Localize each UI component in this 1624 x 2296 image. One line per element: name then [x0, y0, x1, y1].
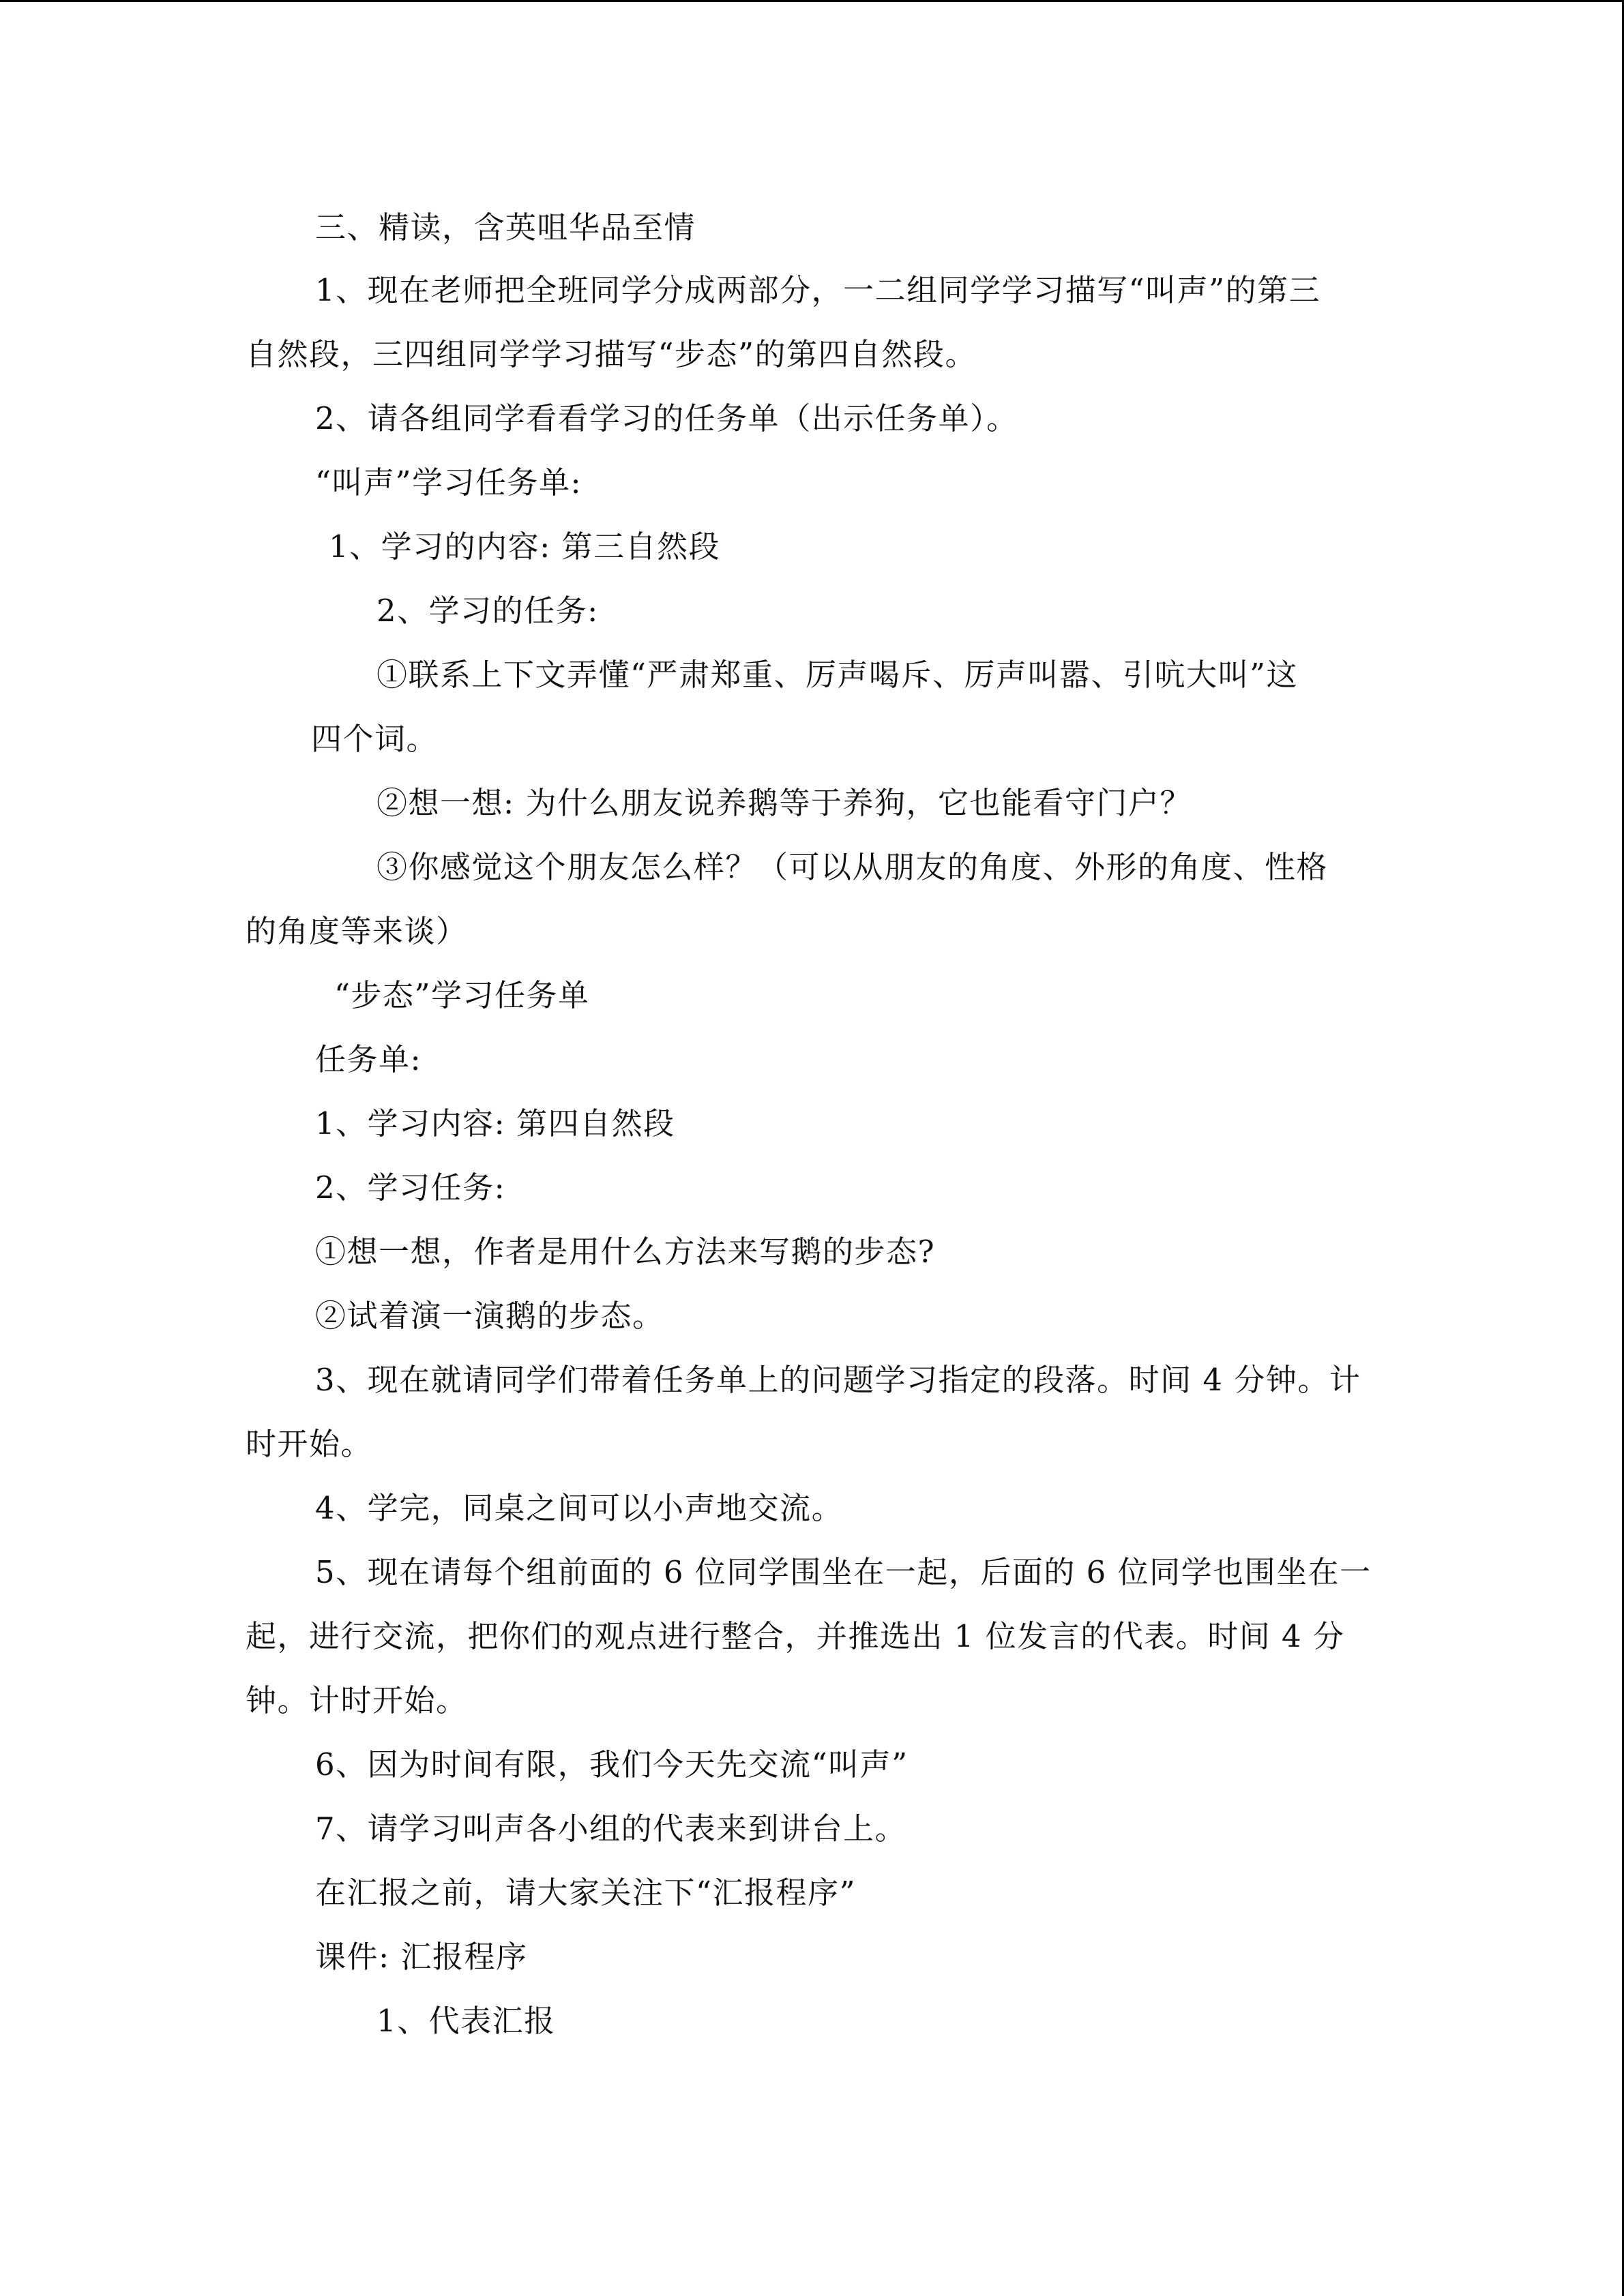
paragraph-line: 时开始。: [246, 1426, 373, 1462]
section-heading: 三、精读，含英咀华品至情: [315, 209, 696, 245]
paragraph-line: 2、学习任务:: [315, 1169, 506, 1206]
paragraph-line: 任务单:: [315, 1041, 422, 1077]
paragraph-line: 课件: 汇报程序: [315, 1939, 528, 1975]
task-sheet-title: “叫声”学习任务单:: [315, 464, 582, 501]
paragraph-line: 6、因为时间有限，我们今天先交流“叫声”: [315, 1746, 909, 1783]
paragraph-line: ①联系上下文弄懂“严肃郑重、厉声喝斥、厉声叫嚣、引吭大叫”这: [377, 657, 1299, 693]
paragraph-line: 7、请学习叫声各小组的代表来到讲台上。: [315, 1810, 907, 1847]
paragraph-line: ①想一想，作者是用什么方法来写鹅的步态?: [315, 1234, 936, 1270]
paragraph-line: 5、现在请每个组前面的 6 位同学围坐在一起，后面的 6 位同学也围坐在一: [315, 1554, 1372, 1590]
paragraph-line: 起，进行交流，把你们的观点进行整合，并推选出 1 位发言的代表。时间 4 分: [246, 1618, 1345, 1654]
paragraph-line: 2、请各组同学看看学习的任务单（出示任务单）。: [315, 400, 1018, 436]
paragraph-line: ③你感觉这个朋友怎么样？（可以从朋友的角度、外形的角度、性格: [377, 849, 1329, 885]
paragraph-line: ②试着演一演鹅的步态。: [315, 1298, 664, 1334]
paragraph-line: 1、学习内容: 第四自然段: [315, 1105, 675, 1142]
paragraph-line: 的角度等来谈）: [246, 913, 468, 949]
paragraph-line: 1、学习的内容: 第三自然段: [329, 528, 721, 565]
paragraph-line: 2、学习的任务:: [377, 593, 599, 629]
paragraph-line: 3、现在就请同学们带着任务单上的问题学习指定的段落。时间 4 分钟。计: [315, 1362, 1361, 1398]
task-sheet-title: “步态”学习任务单: [334, 977, 590, 1013]
paragraph-line: 自然段，三四组同学学习描写“步态”的第四自然段。: [246, 336, 977, 372]
paragraph-line: 4、学完，同桌之间可以小声地交流。: [315, 1490, 844, 1526]
paragraph-line: 1、代表汇报: [377, 2003, 556, 2039]
paragraph-line: ②想一想: 为什么朋友说养鹅等于养狗，它也能看守门户？: [377, 785, 1192, 821]
paragraph-line: 四个词。: [311, 721, 439, 757]
paragraph-line: 在汇报之前，请大家关注下“汇报程序”: [315, 1875, 857, 1911]
paragraph-line: 1、现在老师把全班同学分成两部分，一二组同学学习描写“叫声”的第三: [315, 272, 1321, 308]
paragraph-line: 钟。计时开始。: [246, 1682, 468, 1718]
